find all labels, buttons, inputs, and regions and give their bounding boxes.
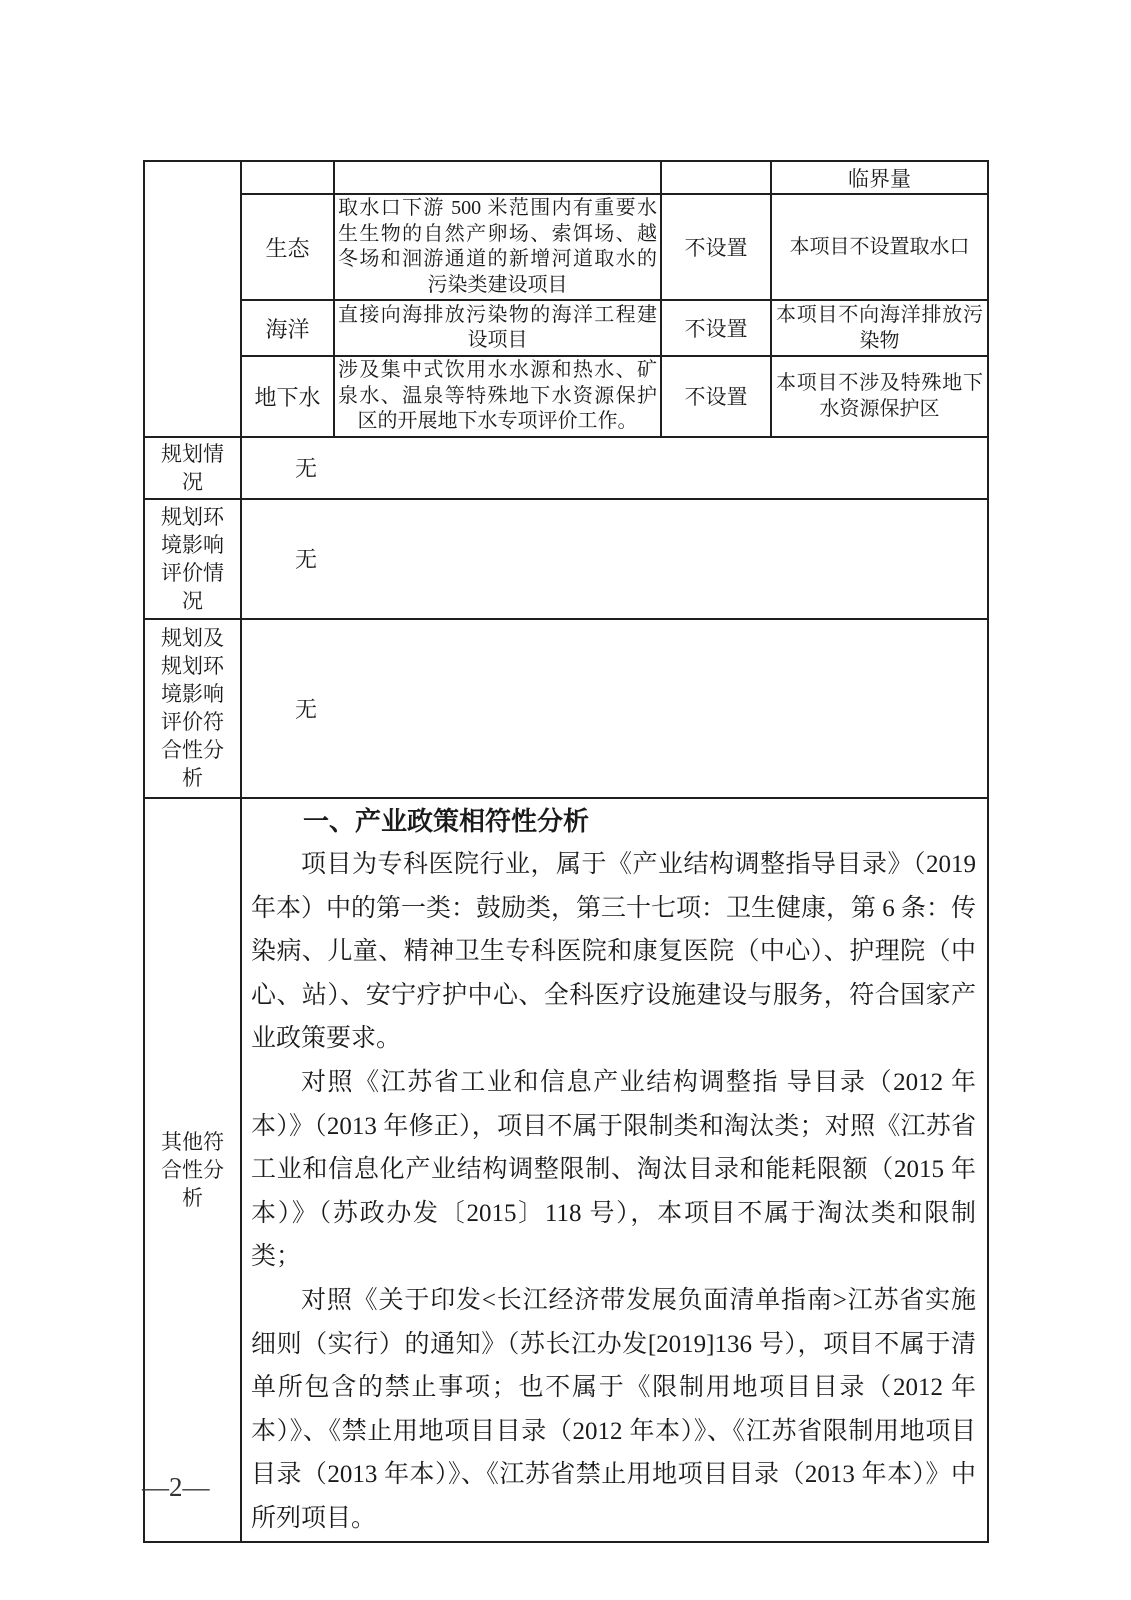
criteria-cell: 涉及集中式饮用水水源和热水、矿泉水、温泉等特殊地下水资源保护区的开展地下水专项评价工作。	[334, 356, 661, 437]
threshold-header-cell: 临界量	[771, 161, 988, 194]
analysis-heading: 一、产业政策相符性分析	[303, 805, 590, 836]
category-cell: 海洋	[241, 300, 334, 356]
project-situation-cell: 本项目不设置取水口	[771, 194, 988, 300]
criteria-cell: 取水口下游 500 米范围内有重要水生生物的自然产卵场、索饵场、越冬场和洄游通道的新增河道取水的污染类建设项目	[334, 194, 661, 300]
row-label-cell: 规划情况	[144, 437, 241, 499]
determination-cell: 不设置	[661, 300, 771, 356]
project-situation-cell: 本项目不向海洋排放污染物	[771, 300, 988, 356]
row-label-cell: 规划环境影响评价情况	[144, 499, 241, 619]
empty-cell	[334, 161, 661, 194]
other-conformity-row	[144, 798, 988, 1542]
category-cell: 生态	[241, 194, 334, 300]
criteria-cell: 直接向海排放污染物的海洋工程建设项目	[334, 300, 661, 356]
summary-row-planning-eia	[144, 499, 988, 619]
project-situation-cell: 本项目不涉及特殊地下水资源保护区	[771, 356, 988, 437]
determination-cell: 不设置	[661, 194, 771, 300]
eia-screening-table	[143, 160, 989, 1543]
summary-row-planning	[144, 437, 988, 499]
row-value-cell: 无	[241, 619, 988, 798]
analysis-content-cell	[241, 798, 988, 1542]
row-label-spacer-cell	[144, 161, 241, 437]
category-cell: 地下水	[241, 356, 334, 437]
analysis-paragraph: 项目为专科医院行业，属于《产业结构调整指导目录》（2019 年本）中的第一类：鼓励类，第三十七项：卫生健康，第 6 条：传染病、儿童、精神卫生专科医院和康复医院（中心）、护理院（中心、站）、安宁疗护中心、全科医疗设施建设与服务，符合国家产业政策要求。	[251, 851, 977, 1053]
analysis-paragraph: 对照《江苏省工业和信息产业结构调整指 导目录（2012 年本）》（2013 年修正），项目不属于限制类和淘汰类；对照《江苏省工业和信息化产业结构调整限制、淘汰目录和能耗限额（2015 年本）》（苏政办发〔2015〕118 号），本项目不属于淘汰类和限制类；	[251, 1069, 976, 1271]
carryover-header-row	[144, 161, 988, 194]
empty-cell	[241, 161, 334, 194]
factor-row-ocean	[144, 300, 988, 356]
row-value-cell: 无	[241, 499, 988, 619]
row-value-cell: 无	[241, 437, 988, 499]
summary-row-conformity	[144, 619, 988, 798]
page-number: —2—	[142, 1472, 210, 1502]
determination-cell: 不设置	[661, 356, 771, 437]
factor-row-ecology	[144, 194, 988, 300]
analysis-paragraph: 对照《关于印发<长江经济带发展负面清单指南>江苏省实施细则（实行）的通知》（苏长江办发[2019]136 号），项目不属于清单所包含的禁止事项；也不属于《限制用地项目目录（2012 年本）》、《禁止用地项目目录（2012 年本）》、《江苏省限制用地项目目录（2013 年本）》、《江苏省禁止用地项目目录（2013 年本）》中所列项目。	[251, 1287, 976, 1532]
factor-row-groundwater	[144, 356, 988, 437]
empty-cell	[661, 161, 771, 194]
row-label-cell: 规划及规划环境影响评价符合性分析	[144, 619, 241, 798]
row-label-cell: 其他符合性分析	[144, 798, 241, 1542]
